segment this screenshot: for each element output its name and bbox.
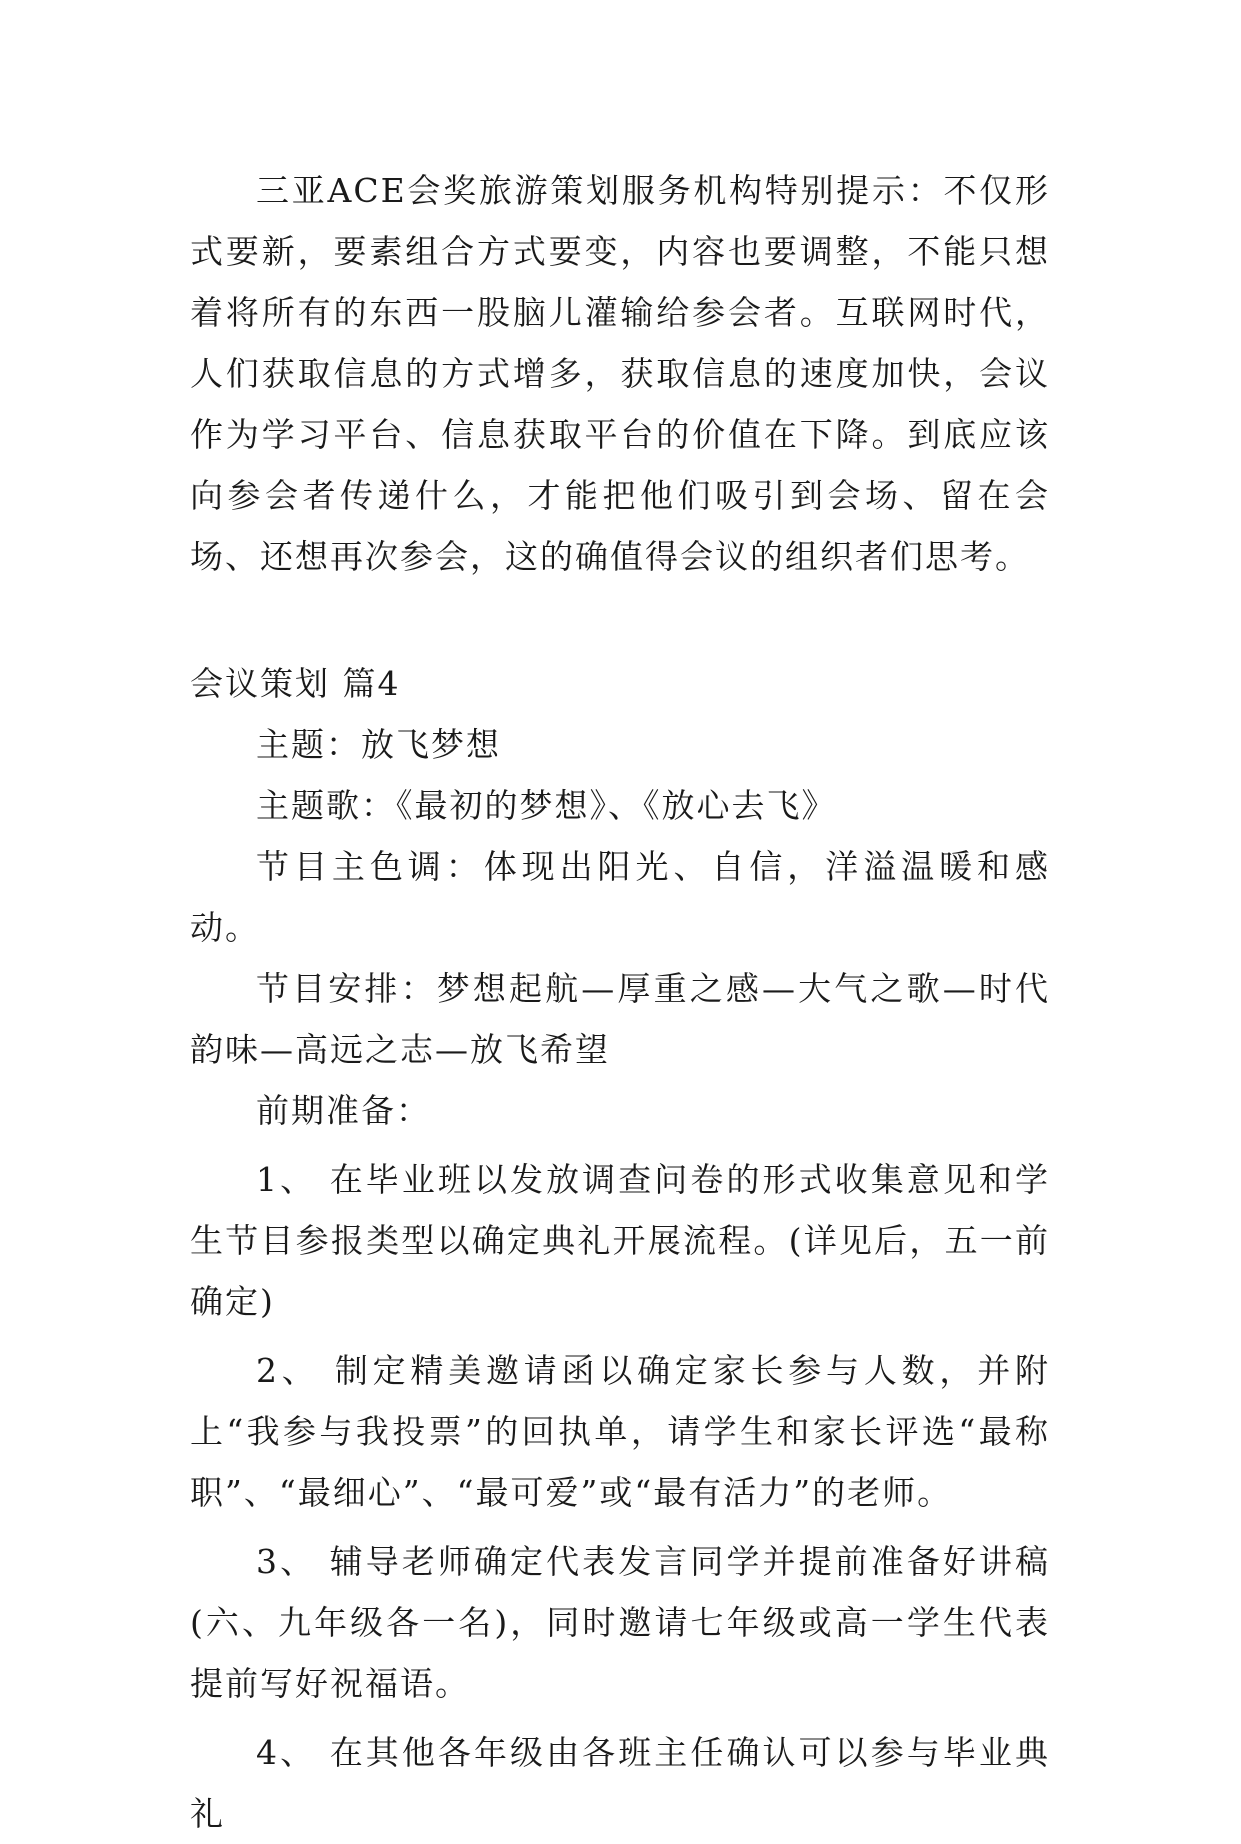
prep-title: 前期准备： bbox=[256, 1091, 431, 1130]
prep-item: 3、 辅导老师确定代表发言同学并提前准备好讲稿(六、九年级各一名)，同时邀请七年级或高一学生代表提前写好祝福语。 bbox=[190, 1542, 1050, 1703]
section-title: 会议策划 篇4 bbox=[190, 664, 401, 703]
document-page bbox=[190, 160, 1050, 1844]
theme-song-line: 主题歌：《最初的梦想》、《放心去飞》 bbox=[256, 786, 837, 825]
prep-item: 1、 在毕业班以发放调查问卷的形式收集意见和学生节目参报类型以确定典礼开展流程。(详见后，五一前确定) bbox=[190, 1160, 1050, 1321]
theme-line: 主题：放飞梦想 bbox=[256, 725, 501, 764]
tone-line: 节目主色调：体现出阳光、自信，洋溢温暖和感动。 bbox=[190, 847, 1050, 947]
program-line: 节目安排：梦想起航—厚重之感—大气之歌—时代韵味—高远之志—放飞希望 bbox=[190, 969, 1050, 1069]
intro-paragraph: 三亚ACE会奖旅游策划服务机构特别提示：不仅形式要新，要素组合方式要变，内容也要调整，不能只想着将所有的东西一股脑儿灌输给参会者。互联网时代，人们获取信息的方式增多，获取信息的速度加快，会议作为学习平台、信息获取平台的价值在下降。到底应该向参会者传递什么，才能把他们吸引到会场、留在会场、还想再次参会，这的确值得会议的组织者们思考。 bbox=[190, 171, 1050, 576]
prep-item: 2、 制定精美邀请函以确定家长参与人数，并附上“我参与我投票”的回执单，请学生和家长评选“最称职”、“最细心”、“最可爱”或“最有活力”的老师。 bbox=[190, 1351, 1050, 1512]
prep-item: 4、 在其他各年级由各班主任确认可以参与毕业典礼 bbox=[190, 1733, 1050, 1833]
